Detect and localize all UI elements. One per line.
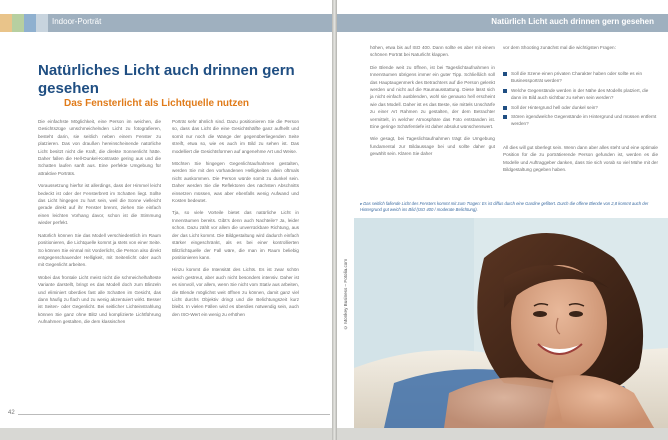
- paragraph: Natürlich können Sie das Modell verschiedentlich im Raum positionieren, die Lichtquelle kommt ja stets von einer Seite. So können Sie einmal mit Vorderlicht, die Person also direkt entgegenschauender Helligkeit, mit Seitenlicht oder auch mit Gegenlicht arbeiten.: [38, 232, 161, 268]
- paragraph: vor dem Shooting zunächst mal die wichtigsten Fragen:: [503, 45, 616, 50]
- page-subtitle: Das Fensterlicht als Lichtquelle nutzen: [64, 98, 250, 109]
- color-swatch: [0, 14, 12, 32]
- portrait-illustration: [354, 218, 668, 428]
- running-head: Natürlich Licht auch drinnen gern gesehen: [491, 17, 654, 26]
- text-column-2: [172, 118, 299, 323]
- page-number: 42: [8, 410, 15, 416]
- paragraph: Porträt sehr ähnlich sind. Dazu positionieren Sie die Person so, dass das Licht die eine Gesichtshälfte ganz aufhellt und somit nur noch die Wange der gegenüberliegenden Seite streift, etwa so, wie es auch im Bild zu sehen ist. Das modelliert die Gesichtsformen auf angenehme Art und Weise.: [172, 119, 299, 154]
- section-label: Indoor-Porträt: [52, 17, 102, 26]
- paragraph: Voraussetzung hierfür ist allerdings, dass der Himmel leicht bedeckt ist oder der Fensterbrett im Schatten liegt. Sollte das Licht hingegen zu hart sein, weil die Sonne vielleicht gerade direkt auf ihr Fenster brennt, ziehen Sie einfach einen leichten Vorhang davor, schon ist die Stimmung wieder perfekt.: [38, 183, 161, 226]
- text-column-3: [370, 44, 495, 163]
- color-swatch: [12, 14, 24, 32]
- text-column-4-outro: [503, 144, 658, 179]
- paragraph: Wie gesagt, bei Tageslichtaufnahmen trägt die Umgebung fundamental zur Bildaussage bei und sollte daher gut gewählt sein. Klären Sie daher: [370, 136, 495, 157]
- photo-caption: ▸ Das seitlich fallende Licht des Fensters kommt mit zum Tragen: Es ist diffus durch eine Gardine gefiltert. Durch die offene Blende von 2,8 kommt auch der Hintergrund gut weich ins Bild (ISO 400 / moderate Belichtung).: [360, 201, 649, 212]
- left-page: [0, 0, 332, 428]
- photo-credit: © Monkey Business – Fotolia.com: [343, 258, 348, 330]
- portrait-photo: [354, 218, 668, 428]
- running-head-bar: [337, 14, 668, 32]
- question-list: [503, 70, 658, 130]
- paragraph: höhen, etwa bis auf ISO 400. Dann sollte es aber mit einem schönen Porträt bei Naturlicht klappen.: [370, 45, 495, 58]
- paragraph: All dies will gut überlegt sein. Wenn dann aber alles steht und eine optimale Position für die zu porträtierende Person gefunden ist, werden es die Modelle und Auftraggeber danken, dass Sie sich vorab so viel Mühe mit der Bildgestaltung gegeben haben.: [503, 145, 658, 173]
- paragraph: Hinzu kommt die Intensität des Lichts. Es ist zwar schön weich gestreut, aber auch nicht besonders intensiv. Daher ist es sinnvoll, vor allem, wenn Sie nicht vom Stativ aus arbeiten, die Blende möglichst weit öffnen zu können, damit ganz viel Licht durchs Objektiv dringt und die Belichtungszeit kurz bleibt. In vielen Fällen wird es überdies notwendig sein, auch den ISO-Wert ein wenig zu erhöhen: [172, 267, 299, 317]
- text-column-4-intro: [503, 44, 658, 56]
- color-swatch: [24, 14, 36, 32]
- footer-rule: [18, 414, 330, 415]
- page-title: Natürliches Licht auch drinnen gern gesehen: [38, 62, 295, 97]
- text-column-1: [38, 118, 161, 331]
- list-item: Welche Gegenstände werden in der Nähe des Modells platziert, die dann im Bild auch sichtbar zu sehen sein werden?: [503, 87, 658, 102]
- list-item: Soll die Szene einen privaten Charakter haben oder sollte es ein Businessporträt werden?: [503, 70, 658, 85]
- paragraph: Die Blende weit zu öffnen, ist bei Tageslichtaufnahmen in Innenräumen übrigens immer ein guter Tipp. Schließlich soll das Hauptaugenmerk des Betrachters auf die Person gelenkt werden und nicht auf die Raumausstattung. Diese lässt sich ja nicht einfach ausblenden, wohl sie genauso hell erscheint wie das Modell. Daher ist es das Beste, sie mittels Unschärfe zu einer Art Rahmen zu gestalten, der dem Betrachter vermittelt, in welcher Atmosphäre das Foto entstanden ist. Eine geringe Schärfentiefe ist daher absolut wünschenswert.: [370, 64, 495, 130]
- paragraph: Tja, so viele Vorteile bietet das natürliche Licht in Innenräumen bereits. Gibt's denn auch Nachteile? Ja, leider schon. Dazu zählt vor allem die unverrückbare Richtung, aus der das Licht kommt. Die Bildgestaltung wird dadurch einfach stärker eingeschränkt, als es bei einer kontrollierten Blitzlichtquelle der Fall wäre, die man im Raum beliebig positionieren kann.: [172, 210, 299, 260]
- paragraph: Wobei das frontale Licht meist nicht die schmeichelhafteste Variante darstellt, bringt es das Modell doch zum Blinzeln und eliminiert überdies fast alle Schatten im Gesicht, das dann häufig zu flach und zu wenig akzentuiert wirkt. Besser ist Seiten- oder Gegenlicht. Bei seitlicher Lichteinstrahlung können Sie ganz ohne Blitz und komplizierte Lichtführung Aufnahmen gestalten, die dem klassischen: [38, 274, 161, 325]
- color-swatch: [36, 14, 48, 32]
- list-item: Soll der Hintergrund hell oder dunkel sein?: [503, 104, 658, 111]
- paragraph: Die einfachste Möglichkeit, eine Person im weichen, die Gesichtszüge umschmeichelnden Licht zu fotografieren, besteht darin, sie seitlich neben einem Fenster zu platzieren. Das von draußen hereinscheinende natürliche Licht besitzt nicht die Kraft, die direkte Sonnenlicht hätte. Daher fallen die Hell-Dunkel-Kontraste gering aus und die Schatten laufen sanft aus. Eine perfekte Umgebung für attraktive Porträts.: [38, 119, 161, 176]
- section-header-bar: [0, 14, 332, 32]
- paragraph: Möchten Sie hingegen Gegenlichtaufnahmen gestalten, werden Sie mit den vorhandenen Helligkeiten allein oftmals nicht auskommen. Die Person würde somit zu dunkel sein. Daher werden Sie die Reflektoren des nächsten Abschnitts einsetzen müssen, was aber ebenfalls wenig Aufwand und Kosten bedeutet.: [172, 161, 299, 204]
- list-item: Stören irgendwelche Gegenstände im Hintergrund und müssen entfernt werden?: [503, 113, 658, 128]
